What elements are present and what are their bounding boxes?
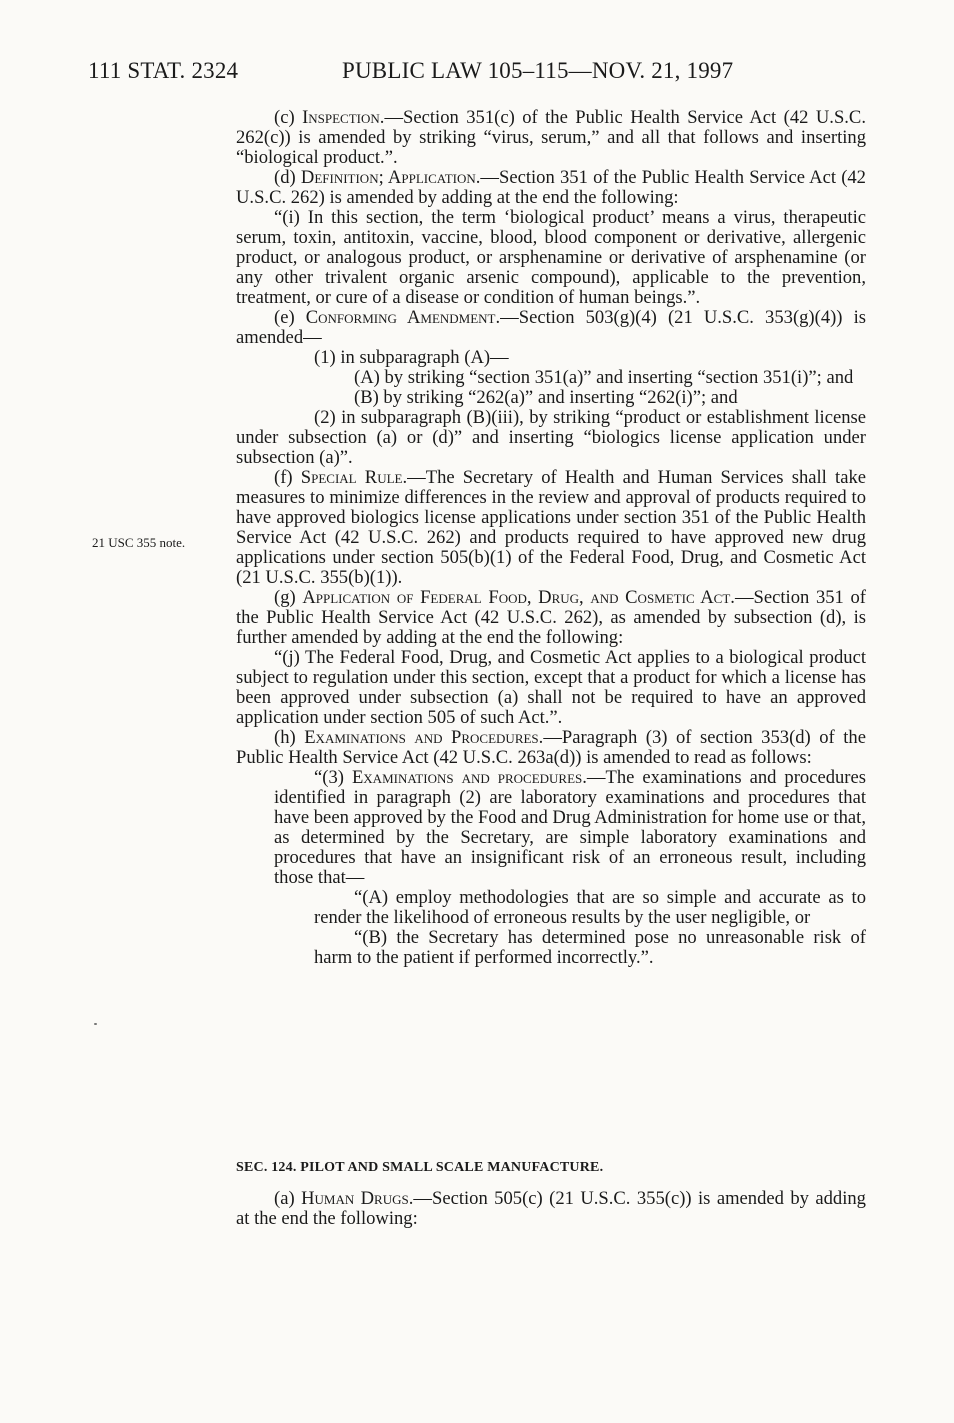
public-law-title: PUBLIC LAW 105–115—NOV. 21, 1997 xyxy=(342,58,734,83)
paragraph-e-2: (2) in subparagraph (B)(iii), by striking “product or establishment license under subsection (a) or (d)” and inserting “biologics license application under subsection (a)”. xyxy=(236,407,866,468)
stat-page-number: 111 STAT. 2324 xyxy=(88,58,239,83)
margin-note: 21 USC 355 note. xyxy=(92,535,186,550)
section-body xyxy=(236,1189,866,1229)
paragraph-h-A: “(A) employ methodologies that are so simple and accurate as to render the likelihood of erroneous results by the user negligible, or xyxy=(314,887,866,928)
paragraph-f: (f) Special Rule.—The Secretary of Health and Human Services shall take measures to minimize differences in the review and approval of products required to have approved biologics license applications under section 351 of the Public Health Service Act (42 U.S.C. 262) and products required to have approved new drug applications under section 505(b)(1) of the Federal Food, Drug, and Cosmetic Act (21 U.S.C. 355(b)(1)). xyxy=(236,467,866,588)
paragraph-e-B: (B) by striking “262(a)” and inserting “262(i)”; and xyxy=(354,387,738,408)
paragraph-h-3: “(3) Examinations and procedures.—The examinations and procedures identified in paragraph (2) are laboratory examinations and procedures that have been approved by the Food and Drug Administration for home use or that, as determined by the Secretary, are simple laboratory examinations and procedures that have an insignificant risk of an erroneous result, including those that— xyxy=(274,767,866,888)
paragraph-e-A: (A) by striking “section 351(a)” and inserting “section 351(i)”; and xyxy=(354,367,854,388)
paragraph-h: (h) Examinations and Procedures.—Paragraph (3) of section 353(d) of the Public Health Service Act (42 U.S.C. 263a(d)) is amended to read as follows: xyxy=(236,727,866,768)
paragraph-d-quote: “(i) In this section, the term ‘biological product’ means a virus, therapeutic serum, toxin, antitoxin, vaccine, blood, blood component or derivative, allergenic product, or analogous product, or arsphenamine or derivative of arsphenamine (or any other trivalent organic arsenic compound), applicable to the prevention, treatment, or cure of a disease or condition of human beings.”. xyxy=(236,207,866,308)
paragraph-section-a: (a) Human Drugs.—Section 505(c) (21 U.S.C. 355(c)) is amended by adding at the end the following: xyxy=(236,1188,866,1229)
paragraph-d: (d) Definition; Application.—Section 351 of the Public Health Service Act (42 U.S.C. 262) is amended by adding at the end the following: xyxy=(236,167,866,208)
document-body xyxy=(236,108,866,968)
paragraph-g: (g) Application of Federal Food, Drug, and Cosmetic Act.—Section 351 of the Public Health Service Act (42 U.S.C. 262), as amended by subsection (d), is further amended by adding at the end the following: xyxy=(236,587,866,648)
paragraph-e-1: (1) in subparagraph (A)— xyxy=(314,347,509,368)
scan-speck xyxy=(94,1023,97,1025)
paragraph-c: (c) Inspection.—Section 351(c) of the Public Health Service Act (42 U.S.C. 262(c)) is amended by striking “virus, serum,” and all that follows and inserting “biological product.”. xyxy=(236,107,866,168)
section-heading: SEC. 124. PILOT AND SMALL SCALE MANUFACTURE. xyxy=(236,1160,604,1175)
paragraph-e: (e) Conforming Amendment.—Section 503(g)(4) (21 U.S.C. 353(g)(4)) is amended— xyxy=(236,307,867,348)
paragraph-h-B: “(B) the Secretary has determined pose no unreasonable risk of harm to the patient if performed incorrectly.”. xyxy=(314,927,866,968)
paragraph-g-quote: “(j) The Federal Food, Drug, and Cosmetic Act applies to a biological product subject to regulation under this section, except that a product for which a license has been approved under subsection (a) shall not be required to have an approved application under section 505 of such Act.”. xyxy=(236,647,866,728)
